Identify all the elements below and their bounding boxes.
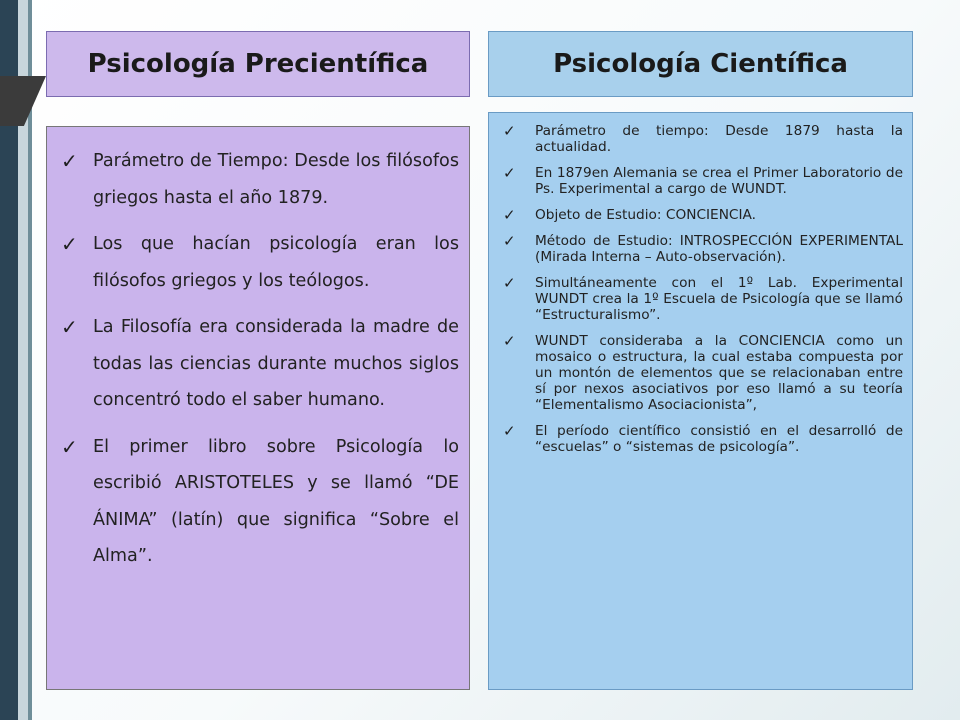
list-item-text: Método de Estudio: INTROSPECCIÓN EXPERIMENTAL (Mirada Interna – Auto-observación). (535, 233, 903, 265)
list-item-text: Los que hacían psicología eran los filósofos griegos y los teólogos. (93, 234, 459, 291)
left-column-title: Psicología Precientífica (46, 31, 470, 97)
list-item (61, 429, 459, 575)
list-item-text: El período científico consistió en el desarrolló de “escuelas” o “sistemas de psicología”. (535, 423, 903, 455)
list-item-text: WUNDT consideraba a la CONCIENCIA como un mosaico o estructura, la cual estaba compuesta por un montón de elementos que se relacionaban entre sí por nexos asociativos por eso llamó a su teoría “Elementalismo Asociacionista”, (535, 333, 903, 413)
list-item (503, 333, 903, 413)
list-item-text: La Filosofía era considerada la madre de todas las ciencias durante muchos siglos concentró todo el saber humano. (93, 317, 459, 410)
list-item (503, 123, 903, 155)
checkmark-icon: ✓ (61, 434, 78, 459)
checkmark-icon: ✓ (503, 206, 516, 224)
list-item (61, 143, 459, 216)
list-item-text: Objeto de Estudio: CONCIENCIA. (535, 207, 757, 223)
checkmark-icon: ✓ (503, 274, 516, 292)
list-item (503, 165, 903, 197)
list-item (503, 275, 903, 323)
list-item-text: Parámetro de Tiempo: Desde los filósofos griegos hasta el año 1879. (93, 151, 459, 208)
checkmark-icon: ✓ (61, 315, 78, 339)
right-bullet-list (503, 123, 903, 465)
list-item (61, 309, 459, 419)
right-column-title: Psicología Científica (488, 31, 913, 97)
checkmark-icon: ✓ (503, 232, 516, 250)
checkmark-icon: ✓ (61, 149, 78, 173)
checkmark-icon: ✓ (503, 422, 516, 440)
checkmark-icon: ✓ (503, 164, 516, 182)
checkmark-icon: ✓ (503, 122, 516, 140)
list-item-text: Simultáneamente con el 1º Lab. Experimental WUNDT crea la 1º Escuela de Psicología que se llamó “Estructuralismo”. (535, 275, 903, 323)
checkmark-icon: ✓ (503, 332, 516, 350)
list-item-text: El primer libro sobre Psicología lo escribió ARISTOTELES y se llamó “DE ÁNIMA” (latín) que significa “Sobre el Alma”. (93, 436, 459, 566)
accent-arrow-shape (0, 76, 46, 126)
list-item (503, 423, 903, 455)
list-item-text: En 1879en Alemania se crea el Primer Laboratorio de Ps. Experimental a cargo de WUNDT. (535, 165, 903, 197)
checkmark-icon: ✓ (61, 232, 78, 256)
left-bullet-list (61, 143, 459, 585)
left-content-panel (46, 126, 470, 690)
list-item (503, 207, 903, 223)
list-item (61, 226, 459, 299)
list-item (503, 233, 903, 265)
right-content-panel (488, 112, 913, 690)
list-item-text: Parámetro de tiempo: Desde 1879 hasta la actualidad. (535, 123, 903, 155)
